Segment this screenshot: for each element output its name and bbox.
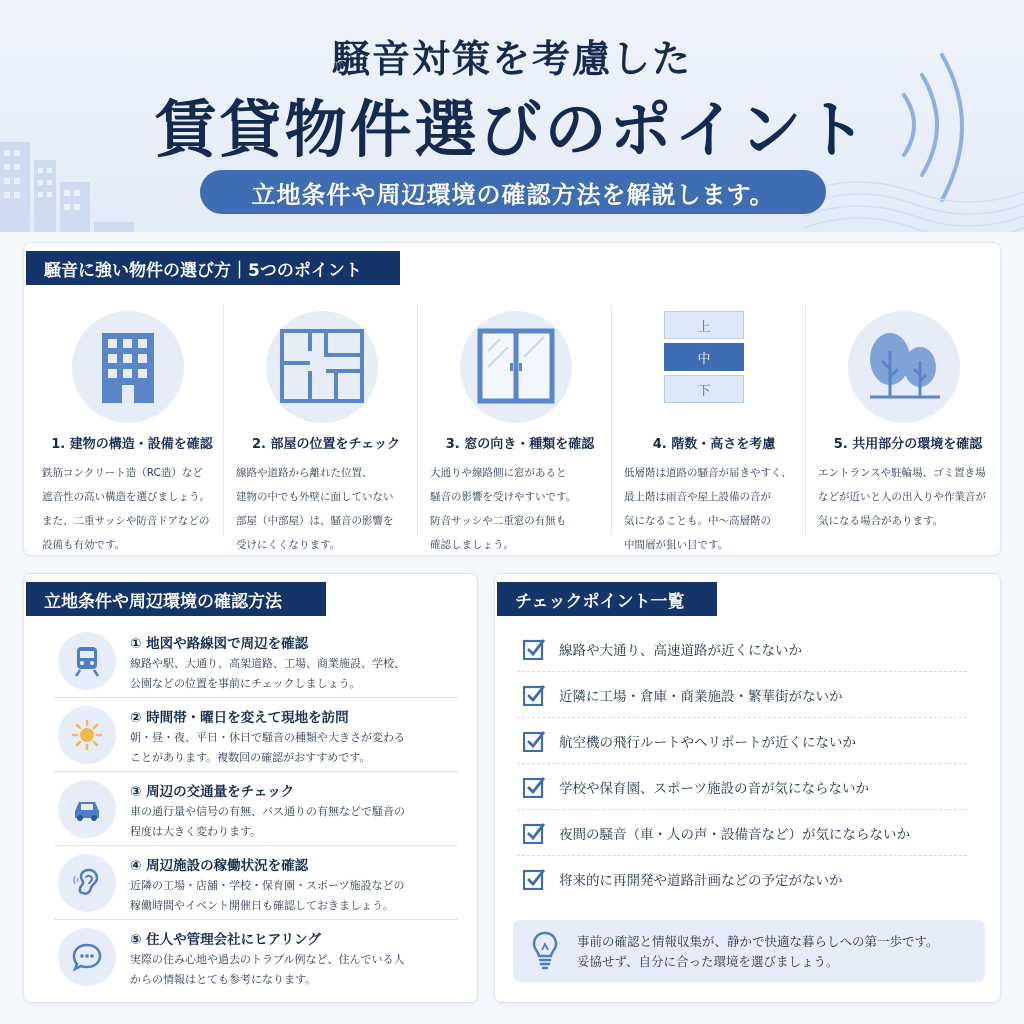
sun-icon	[71, 719, 103, 751]
checklist-item[interactable]	[517, 672, 967, 718]
point-title: 4. 階数・高さを考慮	[652, 437, 776, 452]
location-item-4	[54, 846, 458, 920]
checklist-item-label: 線路や大通り、高速道路が近くにないか	[559, 643, 802, 659]
point-description: 鉄筋コンクリート造（RC造）など 遮音性の高い構造を選びましょう。 また、二重サッシや防音ドアなどの 設備も有効です。	[42, 467, 210, 551]
checkbox-checked-icon[interactable]	[523, 822, 545, 844]
location-item-description: 朝・昼・夜、平日・休日で騒音の種類や大きさが変わる ことがあります。複数回の確認がおすすめです。	[130, 731, 405, 764]
five-points-tag: 騒音に強い物件の選び方｜5つのポイント	[26, 251, 400, 285]
location-item-3	[54, 772, 458, 846]
location-methods-tag: 立地条件や周辺環境の確認方法	[26, 582, 326, 616]
checkbox-checked-icon[interactable]	[523, 684, 545, 706]
point-title: 1. 建物の構造・設備を確認	[51, 437, 213, 452]
checklist-item[interactable]	[517, 810, 967, 856]
title-line-1: 騒音対策を考慮した	[331, 37, 692, 81]
point-description: エントランスや駐輪場、ゴミ置き場 などが近いと人の出入りや作業音が 気になる場合があります。	[818, 467, 986, 527]
checklist-tag: チェックポイント一覧	[497, 582, 717, 616]
window-icon	[460, 311, 572, 423]
point-description: 低層階は道路の騒音が届きやすく、 最上階は雨音や屋上設備の音が 気になることも。中〜高層階の 中間層が狙い目です。	[624, 467, 792, 551]
subtitle-banner: 立地条件や周辺環境の確認方法を解説します。	[200, 170, 826, 214]
checklist-card	[494, 573, 1001, 1003]
point-3	[418, 305, 612, 551]
hero-header	[0, 0, 1024, 232]
location-item-description: 実際の住み心地や過去のトラブル例など、住んでいる人 からの情報はとても参考になります。	[130, 953, 405, 986]
title-line-2: 賃貸物件選びのポイント	[154, 93, 870, 166]
point-description: 線路や道路から離れた位置、 建物の中でも外壁に面していない 部屋（中部屋）は、騒音の影響を 受けにくくなります。	[236, 467, 394, 551]
location-item-title: ③ 周辺の交通量をチェック	[130, 784, 295, 800]
checklist-item-label: 近隣に工場・倉庫・商業施設・繁華街がないか	[559, 689, 843, 705]
location-item-description: 線路や駅、大通り、高架道路、工場、商業施設、学校、 公園などの位置を事前にチェックしましょう。	[130, 657, 405, 690]
tip-box	[513, 920, 985, 982]
floor-level-icon	[664, 307, 744, 417]
checklist-item-label: 航空機の飛行ルートやヘリポートが近くにないか	[559, 735, 856, 751]
point-description: 大通りや線路側に窓があると 騒音の影響を受けやすいです。 防音サッシや二重窓の有無も 確認しましょう。	[430, 467, 577, 551]
wave-pattern-icon	[804, 162, 1024, 232]
five-points-card	[23, 242, 1001, 556]
location-item-title: ④ 周辺施設の稼働状況を確認	[130, 858, 309, 874]
checklist-item-label: 夜間の騒音（車・人の声・設備音など）が気にならないか	[559, 827, 910, 843]
floor-plan-icon	[266, 311, 378, 423]
location-item-title: ⑤ 住人や管理会社にヒアリング	[130, 932, 321, 948]
train-icon	[71, 645, 103, 677]
location-item-2	[54, 698, 458, 772]
tip-text: 事前の確認と情報収集が、静かで快適な暮らしへの第一歩です。 妥協せず、自分に合った環境を選びましょう。	[577, 934, 939, 969]
point-4	[612, 305, 806, 551]
lightbulb-icon	[529, 930, 561, 970]
point-1	[30, 305, 224, 551]
checkbox-checked-icon[interactable]	[523, 868, 545, 890]
level-lower: 下	[664, 375, 744, 403]
location-item-1	[54, 624, 458, 698]
checklist-item[interactable]	[517, 626, 967, 672]
checklist-item[interactable]	[517, 764, 967, 810]
checklist-item[interactable]	[517, 718, 967, 764]
location-item-title: ① 地図や路線図で周辺を確認	[130, 636, 309, 652]
location-item-5	[54, 920, 458, 994]
location-item-title: ② 時間帯・曜日を変えて現地を訪問	[130, 710, 349, 726]
level-upper: 上	[664, 311, 744, 339]
location-item-description: 車の通行量や信号の有無、バス通りの有無などで騒音の 程度は大きく変わります。	[130, 805, 405, 838]
location-item-description: 近隣の工場・店舗・学校・保育園・スポーツ施設などの 稼働時間やイベント開催日も確認しておきましょう。	[130, 879, 405, 912]
point-title: 2. 部屋の位置をチェック	[251, 437, 401, 452]
checklist-item-label: 将来的に再開発や道路計画などの予定がないか	[559, 873, 843, 889]
checklist-item-label: 学校や保育園、スポーツ施設の音が気にならないか	[559, 781, 869, 797]
point-5	[806, 305, 1000, 539]
point-title: 5. 共用部分の環境を確認	[833, 437, 983, 452]
point-title: 3. 窓の向き・種類を確認	[445, 437, 595, 452]
level-middle: 中	[664, 343, 744, 371]
building-icon	[72, 311, 184, 423]
location-methods-card	[23, 573, 478, 1003]
checkbox-checked-icon[interactable]	[523, 638, 545, 660]
point-2	[224, 305, 418, 551]
trees-icon	[848, 311, 960, 423]
car-icon	[71, 793, 103, 825]
checkbox-checked-icon[interactable]	[523, 776, 545, 798]
checkbox-checked-icon[interactable]	[523, 730, 545, 752]
checklist-item[interactable]	[517, 856, 967, 902]
ear-icon	[71, 867, 103, 899]
chat-bubble-icon	[71, 941, 103, 973]
